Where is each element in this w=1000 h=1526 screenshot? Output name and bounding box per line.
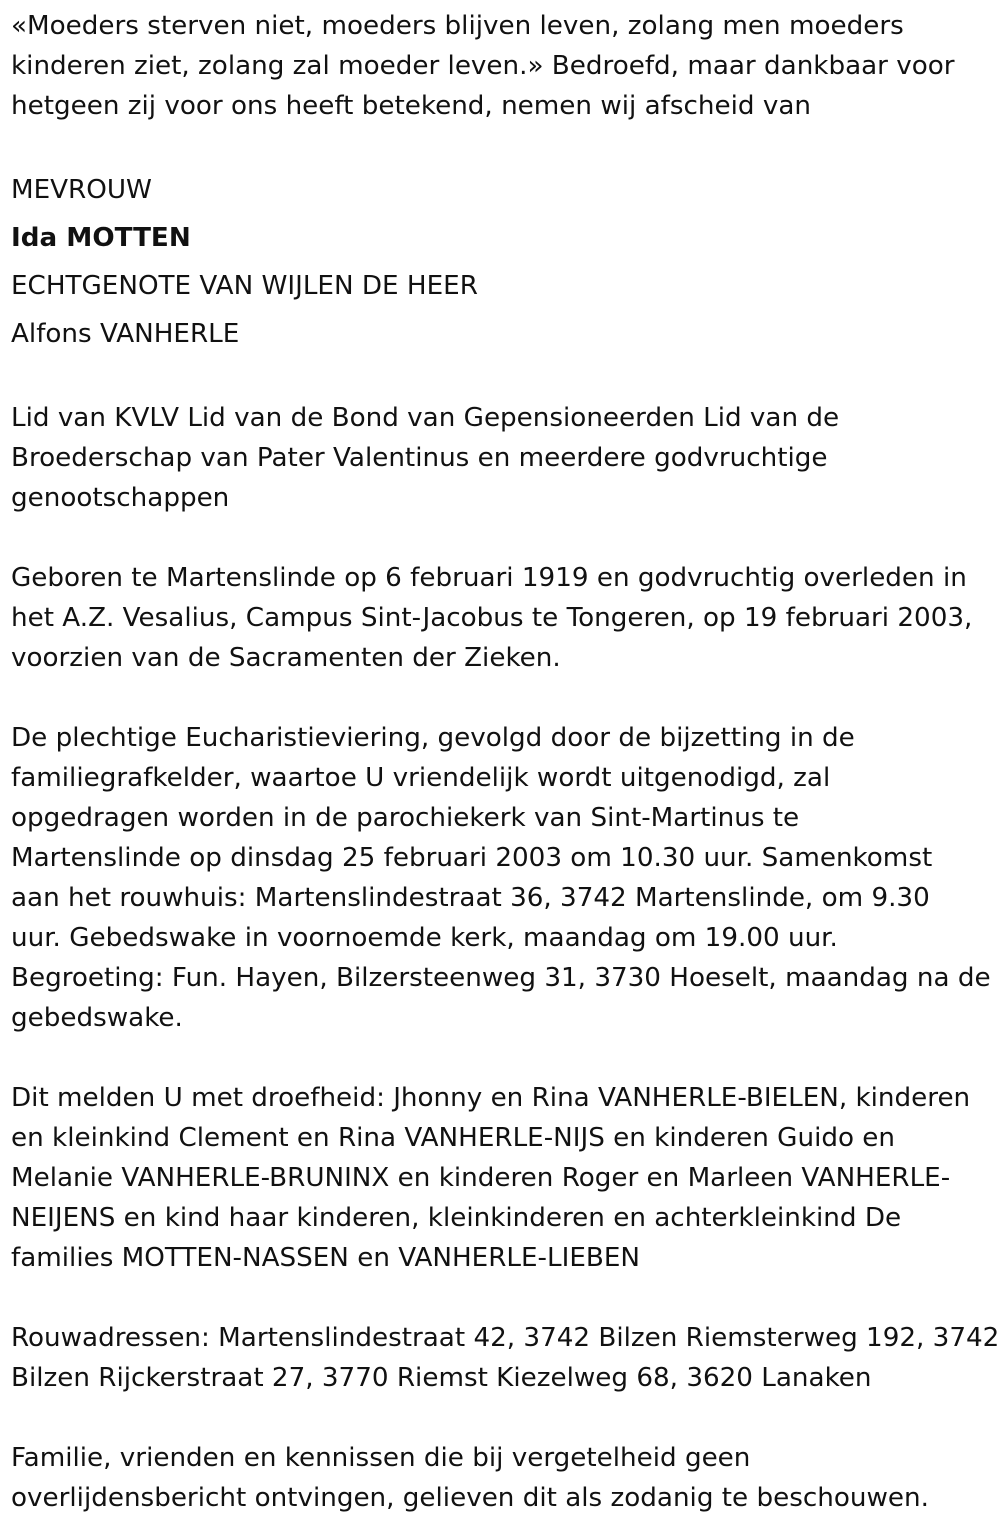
memberships-paragraph	[11, 398, 996, 518]
text-line: Bilzen Rijckerstraat 27, 3770 Riemst Kiezelweg 68, 3620 Lanaken	[11, 1363, 872, 1393]
text-line: Rouwadressen: Martenslindestraat 42, 3742 Bilzen Riemsterweg 192, 3742	[11, 1323, 1000, 1353]
text-line: «Moeders sterven niet, moeders blijven leven, zolang men moeders	[11, 11, 904, 41]
deceased-name: Ida MOTTEN	[11, 223, 191, 253]
deceased-title: MEVROUW	[11, 175, 152, 205]
text-line: Dit melden U met droefheid: Jhonny en Rina VANHERLE-BIELEN, kinderen	[11, 1083, 971, 1113]
text-line: Martenslinde op dinsdag 25 februari 2003 om 10.30 uur. Samenkomst	[11, 843, 933, 873]
text-line: De plechtige Eucharistieviering, gevolgd door de bijzetting in de	[11, 723, 855, 753]
spouse-name: Alfons VANHERLE	[11, 319, 240, 349]
text-line: Begroeting: Fun. Hayen, Bilzersteenweg 31, 3730 Hoeselt, maandag na de	[11, 963, 991, 993]
ceremony-paragraph	[11, 718, 996, 1038]
intro-paragraph	[11, 6, 996, 126]
text-line: Melanie VANHERLE-BRUNINX en kinderen Roger en Marleen VANHERLE-	[11, 1163, 951, 1193]
text-line: Geboren te Martenslinde op 6 februari 1919 en godvruchtig overleden in	[11, 563, 967, 593]
text-line: voorzien van de Sacramenten der Zieken.	[11, 643, 561, 673]
text-line: uur. Gebedswake in voornoemde kerk, maandag om 19.00 uur.	[11, 923, 838, 953]
text-line: overlijdensbericht ontvingen, gelieven dit als zodanig te beschouwen.	[11, 1483, 929, 1513]
text-line: Familie, vrienden en kennissen die bij vergetelheid geen	[11, 1443, 751, 1473]
text-line: hetgeen zij voor ons heeft betekend, nemen wij afscheid van	[11, 91, 812, 121]
text-line: aan het rouwhuis: Martenslindestraat 36, 3742 Martenslinde, om 9.30	[11, 883, 930, 913]
addresses-paragraph	[11, 1318, 1000, 1398]
text-line: en kleinkind Clement en Rina VANHERLE-NIJS en kinderen Guido en	[11, 1123, 896, 1153]
closing-paragraph	[11, 1438, 996, 1518]
text-line: het A.Z. Vesalius, Campus Sint-Jacobus te Tongeren, op 19 februari 2003,	[11, 603, 973, 633]
deceased-block	[11, 166, 996, 358]
text-line: Broederschap van Pater Valentinus en meerdere godvruchtige	[11, 443, 828, 473]
text-line: Lid van KVLV Lid van de Bond van Gepensioneerden Lid van de	[11, 403, 840, 433]
text-line: genootschappen	[11, 483, 230, 513]
text-line: families MOTTEN-NASSEN en VANHERLE-LIEBEN	[11, 1243, 640, 1273]
text-line: kinderen ziet, zolang zal moeder leven.» Bedroefd, maar dankbaar voor	[11, 51, 955, 81]
family-paragraph	[11, 1078, 996, 1278]
obituary-notice	[11, 6, 1000, 1518]
text-line: opgedragen worden in de parochiekerk van Sint-Martinus te	[11, 803, 800, 833]
text-line: gebedswake.	[11, 1003, 183, 1033]
text-line: familiegrafkelder, waartoe U vriendelijk wordt uitgenodigd, zal	[11, 763, 831, 793]
deceased-relation: ECHTGENOTE VAN WIJLEN DE HEER	[11, 271, 478, 301]
text-line: NEIJENS en kind haar kinderen, kleinkinderen en achterkleinkind De	[11, 1203, 902, 1233]
birth-death-paragraph	[11, 558, 996, 678]
